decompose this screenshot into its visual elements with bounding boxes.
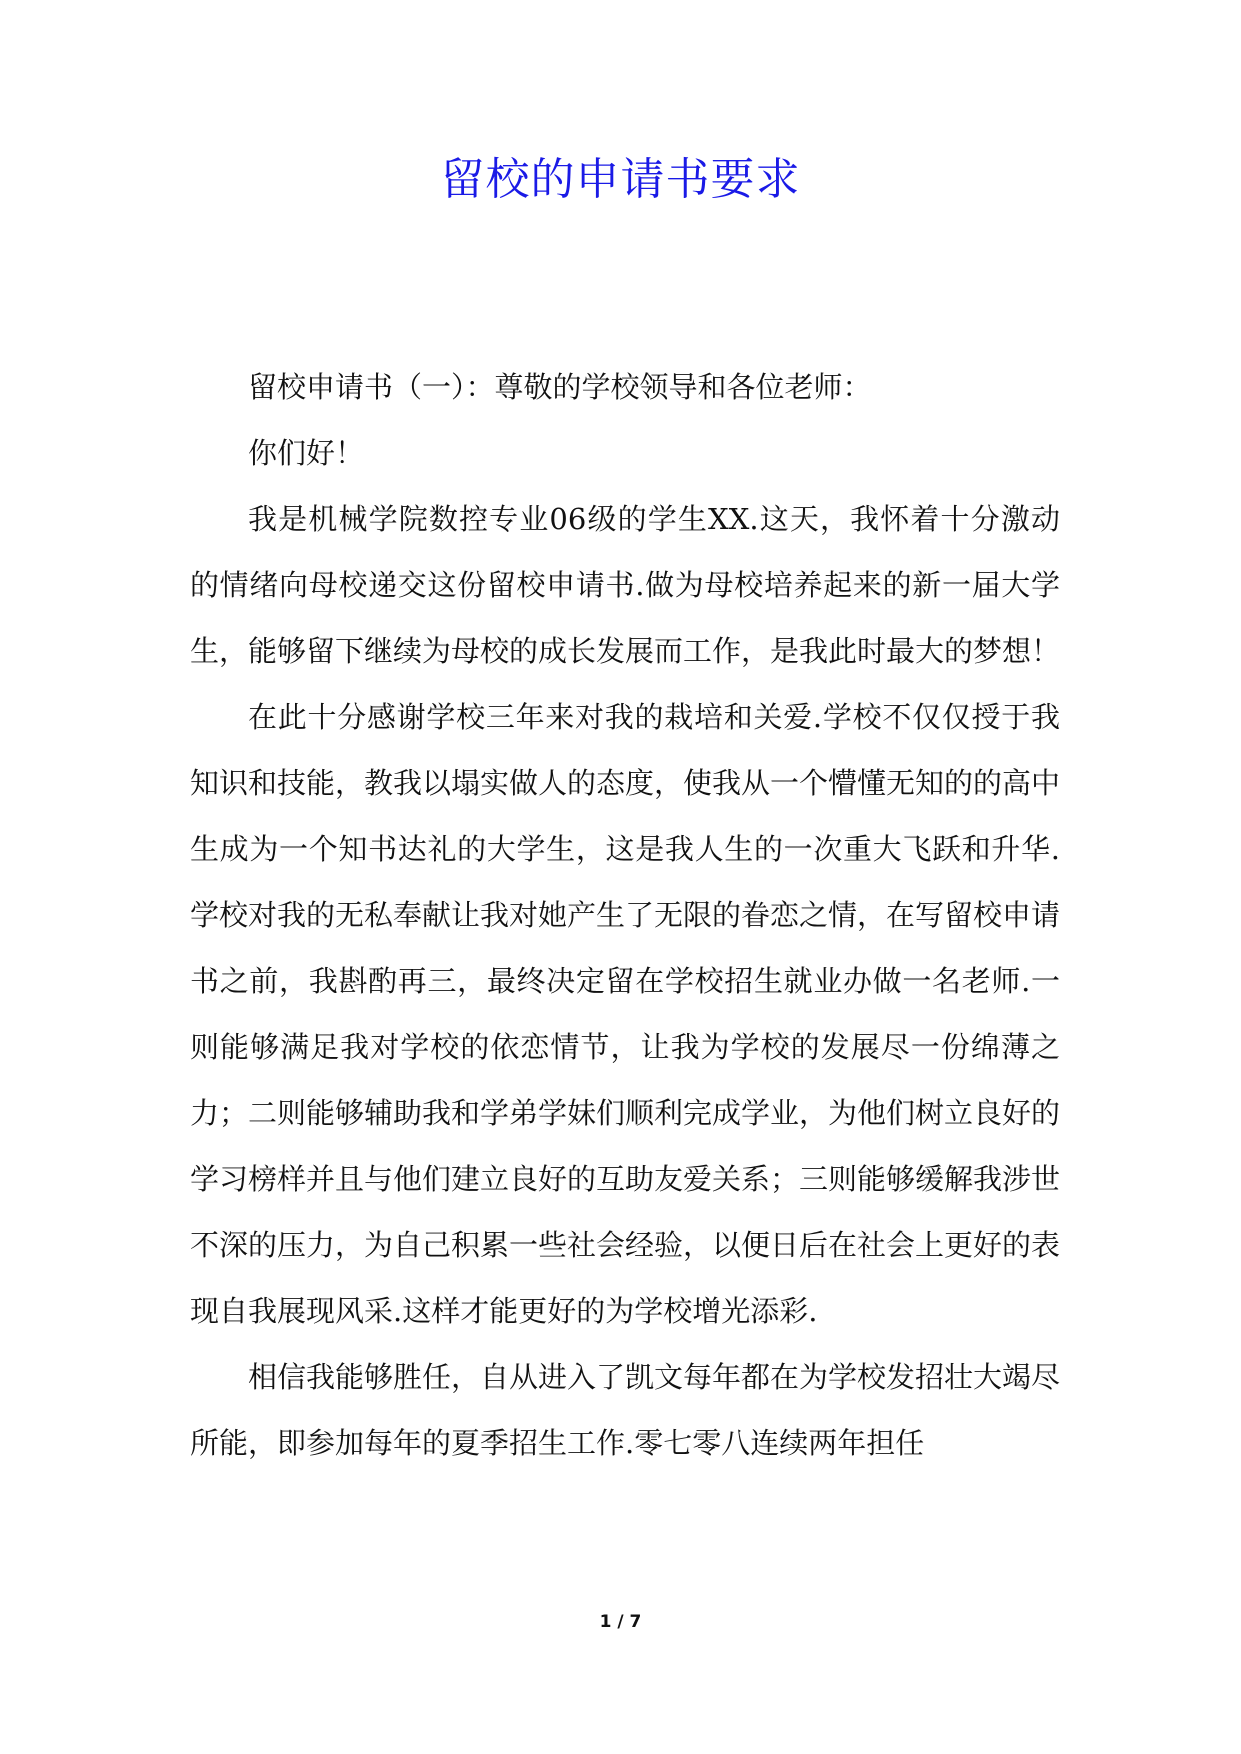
paragraph: 留校申请书（一）：尊敬的学校领导和各位老师： [248, 370, 872, 404]
paragraph: 我是机械学院数控专业06级的学生XX.这天，我怀着十分激动的情绪向母校递交这份留校申请书.做为母校培养起来的新一届大学生，能够留下继续为母校的成长发展而工作，是我此时最大的梦想！ [190, 502, 1061, 668]
paragraph: 你们好！ [248, 436, 365, 470]
paragraph: 在此十分感谢学校三年来对我的栽培和关爱.学校不仅仅授于我知识和技能，教我以塌实做人的态度，使我从一个懵懂无知的的高中生成为一个知书达礼的大学生，这是我人生的一次重大飞跃和升华.学校对我的无私奉献让我对她产生了无限的眷恋之情，在写留校申请书之前，我斟酌再三，最终决定留在学校招生就业办做一名老师.一则能够满足我对学校的依恋情节，让我为学校的发展尽一份绵薄之力；二则能够辅助我和学弟学妹们顺利完成学业，为他们树立良好的学习榜样并且与他们建立良好的互助友爱关系；三则能够缓解我涉世不深的压力，为自己积累一些社会经验，以便日后在社会上更好的表现自我展现风采.这样才能更好的为学校增光添彩. [190, 700, 1061, 1328]
document-body [190, 354, 1060, 1476]
page-number: 1 / 7 [599, 1612, 642, 1632]
paragraph: 相信我能够胜任，自从进入了凯文每年都在为学校发招壮大竭尽所能，即参加每年的夏季招生工作.零七零八连续两年担任 [190, 1360, 1061, 1460]
document-title: 留校的申请书要求 [440, 154, 801, 205]
